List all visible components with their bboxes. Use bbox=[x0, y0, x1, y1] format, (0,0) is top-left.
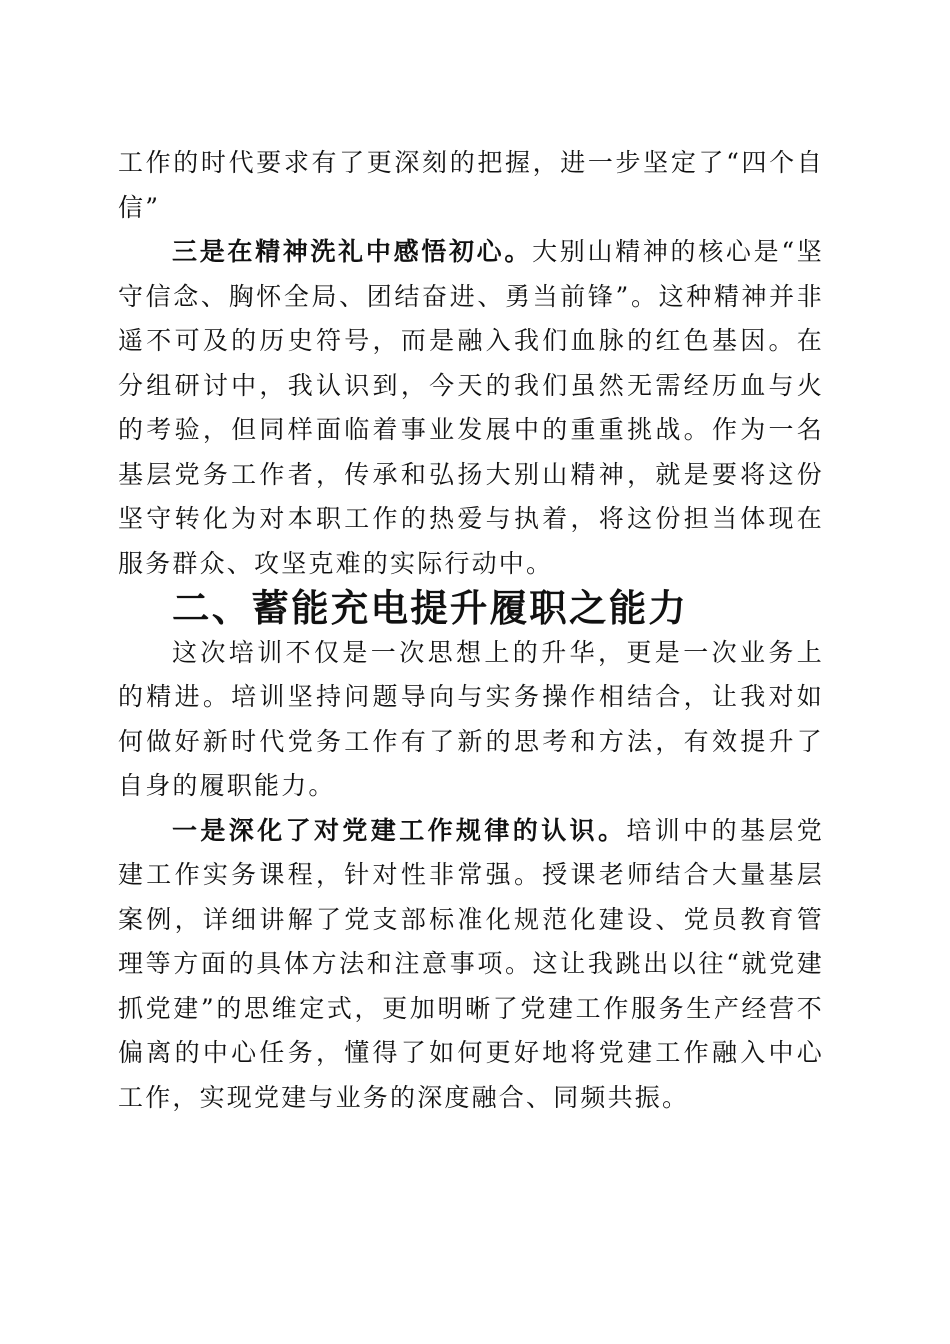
document-page bbox=[118, 141, 824, 1120]
paragraph-spiritual-baptism bbox=[118, 230, 824, 586]
section-heading: 二、蓄能充电提升履职之能力 bbox=[172, 586, 689, 630]
paragraph-text: 工作的时代要求有了更深刻的把握，进一步坚定了“四个自信” bbox=[118, 148, 824, 222]
paragraph-text: 这次培训不仅是一次思想上的升华，更是一次业务上的精进。培训坚持问题导向与实务操作相结合，让我对如何做好新时代党务工作有了新的思考和方法，有效提升了自身的履职能力。 bbox=[118, 637, 824, 800]
paragraph-continuation bbox=[118, 141, 824, 230]
paragraph-text: 培训中的基层党建工作实务课程，针对性非常强。授课老师结合大量基层案例，详细讲解了党支部标准化规范化建设、党员教育管理等方面的具体方法和注意事项。这让我跳出以往“就党建抓党建”的思维定式，更加明晰了党建工作服务生产经营不偏离的中心任务，懂得了如何更好地将党建工作融入中心工作，实现党建与业务的深度融合、同频共振。 bbox=[118, 815, 825, 1112]
paragraph-training-intro bbox=[118, 631, 824, 809]
paragraph-text: 大别山精神的核心是“坚守信念、胸怀全局、团结奋进、勇当前锋”。这种精神并非遥不可及的历史符号，而是融入我们血脉的红色基因。在分组研讨中，我认识到，今天的我们虽然无需经历血与火的考验，但同样面临着事业发展中的重重挑战。作为一名基层党务工作者，传承和弘扬大别山精神，就是要将这份坚守转化为对本职工作的热爱与执着，将这份担当体现在服务群众、攻坚克难的实际行动中。 bbox=[118, 237, 825, 578]
paragraph-party-building bbox=[118, 809, 824, 1121]
paragraph-lead-sentence: 一是深化了对党建工作规律的认识。 bbox=[172, 815, 627, 845]
paragraph-lead-sentence: 三是在精神洗礼中感悟初心。 bbox=[172, 237, 533, 266]
